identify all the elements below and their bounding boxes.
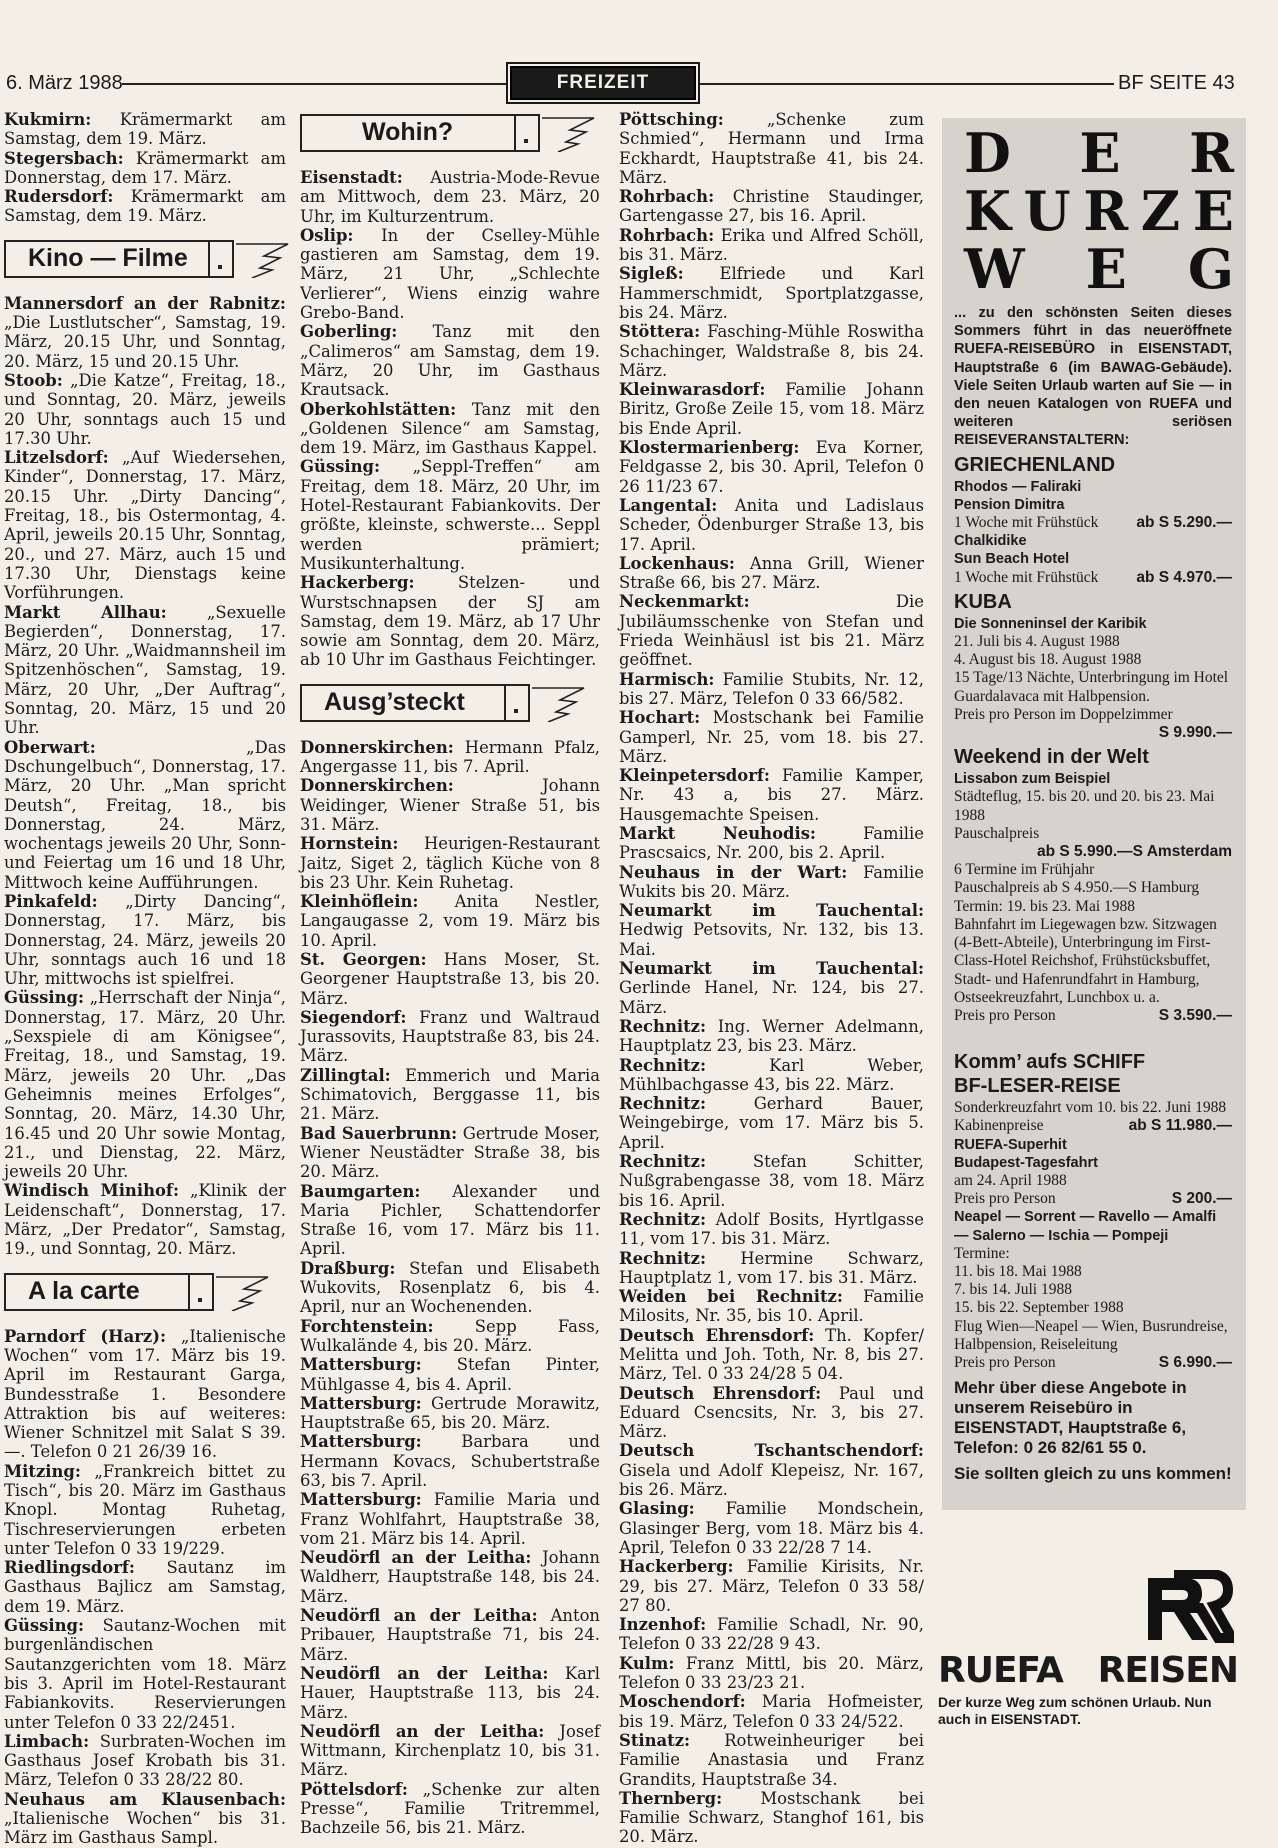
listing-text: Karl Weber, Mühlbachgasse 43, bis 22. März.	[619, 1055, 924, 1094]
listing-text: „Die Lustlutscher“, Samstag, 19. März, 20.15 Uhr, und Sonntag, 20. März, 15 und 20.15 Uhr.	[4, 313, 286, 371]
listing-entry	[619, 670, 924, 709]
listing-place: Forchtenstein:	[300, 1316, 434, 1336]
listing-place: Kulm:	[619, 1653, 675, 1673]
listing-place: Langental:	[619, 495, 718, 515]
price-row: Preis pro Person S 3.590.—	[954, 1006, 1232, 1024]
listing-entry	[300, 400, 600, 458]
listing-entry	[619, 1692, 924, 1731]
listing-entry	[619, 1326, 924, 1384]
listing-entry	[300, 1066, 600, 1124]
listing-entry	[4, 738, 286, 892]
wohin-title: Wohin?	[362, 118, 454, 147]
listing-entry	[300, 322, 600, 399]
listing-place: Neudörfl an der Leitha:	[300, 1606, 538, 1626]
listing-entry	[619, 1654, 924, 1693]
section-title: FREIZEIT	[510, 66, 696, 100]
listing-entry	[300, 168, 600, 226]
listing-place: Markt Neuhodis:	[619, 823, 816, 843]
listing-entry	[619, 824, 924, 863]
listing-place: Limbach:	[4, 1731, 90, 1751]
listing-entry	[4, 1462, 286, 1558]
listing-place: Rechnitz:	[619, 1248, 707, 1268]
listing-place: Riedlingsdorf:	[4, 1558, 135, 1578]
listing-place: Kleinwarasdorf:	[619, 380, 766, 400]
listing-place: Neudörfl an der Leitha:	[300, 1548, 532, 1568]
listing-place: Oberkohlstätten:	[300, 399, 457, 419]
listing-entry	[619, 1789, 924, 1847]
listing-text: Tanz mit den „Calimeros“ am Samstag, dem 19. März, 20 Uhr, im Gasthaus Krautsack.	[300, 322, 600, 400]
listing-entry	[4, 187, 286, 226]
listing-text: Heurigen-Restaurant Jaitz, Siget 2, täglich Küche von 8 bis 23 Uhr. Kein Ruhetag.	[300, 834, 600, 892]
kino-title: Kino — Filme	[28, 244, 188, 273]
listing-text: Elfriede und Karl Hammerschmidt, Sportplatzgasse, bis 24. März.	[619, 264, 924, 322]
listing-text: Hans Moser, St. Georgener Hauptstraße 13, bis 20. März.	[300, 949, 600, 1008]
listing-text: Austria-Mode-Revue am Mittwoch, dem 23. März, 20 Uhr, im Kulturzentrum.	[300, 168, 600, 226]
listing-place: Kleinhöflein:	[300, 892, 419, 912]
listing-place: Hackerberg:	[300, 573, 415, 593]
listing-entry	[4, 603, 286, 738]
ad-headline-line2: K U R Z E	[964, 179, 1234, 243]
listing-place: Deutsch Ehrensdorf:	[619, 1325, 815, 1345]
listing-text: Gerhard Bauer, Weingebirge, vom 17. März bis 5. April.	[619, 1094, 924, 1152]
pointer-icon	[530, 682, 590, 722]
listing-text: Emmerich und Maria Schimatovich, Berggasse 11, bis 21. März.	[300, 1065, 600, 1124]
listing-text: Hermann Pfalz, Angergasse 11, bis 7. April.	[300, 737, 600, 777]
listing-place: Markt Allhau:	[4, 602, 167, 622]
listing-text: „Die Katze“, Freitag, 18., und Sonntag, 20. März, jeweils 20 Uhr, sonntags auch 15 und 17.30 Uhr.	[4, 370, 286, 448]
ad-more-info: Mehr über diese Angebote in unserem Reisebüro in EISENSTADT, Hauptstraße 6, Telefon: 0 26 82/61 55 0.	[954, 1378, 1187, 1458]
listing-text: Erika und Alfred Schöll, bis 31. März.	[619, 225, 924, 265]
price-row: Kabinenpreise ab S 11.980.—	[954, 1117, 1232, 1135]
travel-advertisement: D E R K U R Z E W E G ... zu den schönsten Seiten dieses Sommers führt in das neueröffnete RUEFA-REISEBÜRO in EISENSTADT, Hauptstraße 6 (im BAWAG-Gebäude). Viele Seiten Urlaub warten auf Sie — in den neuen Katalogen von RUEFA und weiteren seriösen REISEVERANSTALTERN: GRIECHENLAND Rhodos — Faliraki Pension Dimitra 1 Woche mit Frühstück ab S 5.290.— Chalkidike Sun Beach Hotel 1 Woche mit Frühstück ab S 4.970.— KUBA Die Sonneninsel der Karibik 21. Juli bis 4. August 1988 4. August bis 18. August 1988 15 Tage/13 Nächte, Unterbringung im Hotel Guardalavaca mit Halbpension. Preis pro Person im Doppelzimmer S 9.990.— Weekend in der Welt Lissabon zum Beispiel Städteflug, 15. bis 20. und 20. bis 23. Mai 1988 Pauschalpreis ab S 5.990.—S Amsterdam 6 Termine im Frühjahr Pauschalpreis ab S 4.950.—S Hamburg Termin: 19. bis 23. Mai 1988 Bahnfahrt im Liegewagen bzw. Sitzwagen (4-Bett-Abteile), Unterbringung im First-Class-Hotel Reichshof, Frühstücksbuffet, Stadt- und Hafenrundfahrt in Hamburg, Ostseekreuzfahrt, Lunchbox u. a. Preis pro Person S 3.590.— Komm’ aufs SCHIFF BF-LESER-REISE Sonderkreuzfahrt vom 10. bis 22. Juni 1988 Kabinenpreise ab S 11.980.— RUEFA-Superhit Budapest-Tagesfahrt am 24. April 1988 Preis pro Person S 200.— Neapel — Sorrent — Ravello — Amalfi — Salerno — Ischia — Pompeji Termine: 11. bis 18. Mai 1988 7. bis 14. Juli 1988 15. bis 22. September 1988 Flug Wien—Neapel — Wien, Busrundreise, Halbpension, Reiseleitung Preis pro Person S 6.990.— Mehr über diese Angebote in unserem Reisebüro in EISENSTADT, Hauptstraße 6, Telefon: 0 26 82/61 55 0. Sie sollten gleich zu uns kommen!	[942, 118, 1246, 1510]
column-right	[619, 110, 924, 1847]
listing-text: Familie Wukits bis 20. März.	[619, 862, 924, 901]
price-row: Preis pro Person S 6.990.—	[954, 1353, 1232, 1371]
listing-text: Gertrude Moser, Wiener Neustädter Straße 38, bis 20. März.	[300, 1123, 600, 1182]
listing-text: Familie Milosits, Nr. 35, bis 10. April.	[619, 1287, 925, 1326]
listing-text: In der Cselley-Mühle gastieren am Samstag, dem 19. März, 21 Uhr, „Schlechte Verlierer“, Wiens einzig wahre Grebo-Band.	[300, 225, 600, 323]
listing-entry	[619, 380, 924, 438]
listing-place: Litzelsdorf:	[4, 448, 109, 468]
cuba-heading: KUBA	[954, 590, 1012, 613]
listing-place: St. Georgen:	[300, 949, 427, 969]
listing-text: Krämermarkt am Samstag, dem 19. März.	[4, 110, 286, 149]
listing-place: Güssing:	[4, 988, 85, 1008]
brand-word: REISEN	[1097, 1650, 1238, 1691]
listing-place: Zillingtal:	[300, 1065, 391, 1085]
listing-entry	[300, 1606, 600, 1664]
header-rule-left	[122, 83, 506, 85]
listing-place: Rohrbach:	[619, 225, 715, 245]
listing-entry	[619, 959, 924, 1017]
listing-place: Mannersdorf an der Rabnitz:	[4, 293, 286, 313]
listing-entry	[300, 457, 600, 573]
listing-entry	[4, 988, 286, 1181]
listing-place: Harmisch:	[619, 669, 715, 689]
listing-entry	[619, 1499, 924, 1557]
listing-text: Familie Johann Biritz, Große Zeile 15, vom 18. März bis Ende April.	[619, 380, 924, 438]
listing-text: „Frankreich bittet zu Tisch“, bis 20. März im Gasthaus Knopl. Montag Ruhetag, Tischreservierungen erbeten unter Telefon 0 33 19/229.	[4, 1461, 286, 1558]
listing-place: Weiden bei Rechnitz:	[619, 1287, 843, 1307]
listing-entry	[619, 187, 924, 226]
weekend-heading: Weekend in der Welt	[954, 746, 1149, 769]
listing-entry	[619, 1384, 924, 1442]
listing-text: Fasching-Mühle Roswitha Schachinger, Waldstraße 8, bis 24. März.	[619, 322, 924, 380]
listing-place: Rechnitz:	[619, 1055, 707, 1075]
listing-entry	[4, 1732, 286, 1790]
listing-text: Familie Mondschein, Glasinger Berg, vom 18. März bis 4. April, Telefon 0 33 22/28 7 14.	[619, 1499, 924, 1557]
ship-heading: Komm’ aufs SCHIFF	[954, 1051, 1146, 1074]
listing-text: Alexander und Maria Pichler, Schattendorfer Straße 16, vom 17. März bis 11. April.	[300, 1181, 600, 1259]
listing-entry	[619, 1017, 924, 1056]
listing-place: Güssing:	[300, 457, 381, 477]
listing-text: „Schenke zum Schmied“, Hermann und Irma Eckhardt, Hauptstraße 41, bis 24. März.	[619, 110, 924, 187]
listing-entry	[300, 1259, 600, 1317]
listing-text: Familie Schadl, Nr. 90, Telefon 0 33 22/28 9 43.	[619, 1615, 924, 1654]
listing-place: Rechnitz:	[619, 1209, 707, 1229]
listing-text: Barbara und Hermann Kovacs, Schubertstraße 63, bis 7. April.	[300, 1432, 600, 1490]
bullet-icon	[188, 1275, 212, 1309]
listing-text: Anita Nestler, Langaugasse 2, vom 19. März bis 10. April.	[300, 892, 600, 950]
listing-place: Sigleß:	[619, 264, 684, 284]
wohin-list	[300, 168, 600, 670]
listing-place: Neudörfl an der Leitha:	[300, 1721, 545, 1741]
listing-text: „Klinik der Leidenschaft“, Donnerstag, 17. März, „Der Predator“, Samstag, 19., und Sonntag, 20. März.	[4, 1181, 286, 1259]
listing-entry	[619, 438, 924, 496]
listing-place: Inzenhof:	[619, 1615, 707, 1635]
listing-entry	[619, 226, 924, 265]
listing-text: Karl Hauer, Hauptstraße 113, bis 24. März.	[300, 1663, 600, 1722]
listing-place: Güssing:	[4, 1616, 85, 1636]
page-header	[0, 58, 1278, 108]
listing-entry	[300, 1780, 600, 1838]
listing-entry	[619, 322, 924, 380]
carte-list	[4, 1327, 286, 1848]
listing-place: Rechnitz:	[619, 1094, 707, 1114]
listing-text: Familie Kirisits, Nr. 29, bis 27. März, Telefon 0 33 58/ 27 80.	[619, 1557, 924, 1615]
listing-entry	[4, 448, 286, 602]
wohin-heading	[300, 110, 600, 160]
listing-entry	[619, 1152, 924, 1210]
listing-text: „Seppl-Treffen“ am Freitag, dem 18. März, 20 Uhr, im Hotel-Restaurant Fabiankovits. Der größte, kleinste, schwerste... Seppl werden prämiert; Musikunterhaltung.	[300, 457, 600, 573]
kino-list	[4, 294, 286, 1259]
listing-place: Thernberg:	[619, 1788, 723, 1808]
listing-entry	[619, 1094, 924, 1152]
listing-text: Adolf Bosits, Hyrtlgasse 11, vom 17. bis 31. März.	[619, 1209, 924, 1249]
listing-entry	[619, 496, 924, 554]
listing-entry	[300, 1490, 600, 1548]
listing-text: Sepp Fass, Wulkalände 4, bis 20. März.	[300, 1316, 600, 1355]
listing-text: Christine Staudinger, Gartengasse 27, bis 16. April.	[619, 187, 924, 226]
listing-entry	[300, 738, 600, 777]
listing-entry	[300, 776, 600, 834]
listing-place: Rohrbach:	[619, 187, 715, 207]
listing-place: Eisenstadt:	[300, 168, 403, 187]
brand-name	[938, 1650, 1238, 1691]
listing-text: Johann Waldherr, Hauptstraße 148, bis 24. März.	[300, 1548, 600, 1606]
listing-entry	[619, 1249, 924, 1288]
listing-place: Neckenmarkt:	[619, 592, 750, 612]
listing-text: Franz und Waltraud Jurassovits, Hauptstraße 83, bis 24. März.	[300, 1007, 600, 1066]
listing-entry	[619, 1441, 924, 1499]
listing-text: Krämermarkt am Samstag, dem 19. März.	[4, 187, 286, 226]
listing-place: Rudersdorf:	[4, 187, 114, 207]
listing-place: Neuhaus in der Wart:	[619, 862, 848, 882]
bullet-icon	[208, 242, 232, 276]
ruefa-logo	[938, 1570, 1238, 1742]
price-row: 1 Woche mit Frühstück ab S 5.290.—	[954, 514, 1232, 532]
listing-entry	[4, 149, 286, 188]
pointer-icon	[214, 1271, 274, 1311]
listing-entry	[619, 592, 924, 669]
listing-place: Baumgarten:	[300, 1181, 421, 1201]
bullet-icon	[514, 116, 538, 150]
listing-text: „Schenke zur alten Presse“, Familie Tritremmel, Bachzeile 56, bis 21. März.	[300, 1779, 600, 1838]
listing-entry	[300, 1432, 600, 1490]
listing-entry	[300, 950, 600, 1008]
listing-text: Familie Maria und Franz Wohlfahrt, Hauptstraße 38, vom 21. März bis 14. April.	[300, 1490, 600, 1548]
listing-text: „Italienische Wochen“ vom 17. März bis 19. April im Restaurant Garga, Bundesstraße 1. Besondere Attraktion bis auf weiteres: Wiener Schnitzel mit Salat S 39.—. Telefon 0 21 26/39 16.	[4, 1326, 286, 1462]
listing-place: Oslip:	[300, 225, 354, 245]
pointer-icon	[234, 238, 294, 278]
listing-text: Tanz mit den „Goldenen Silence“ am Samstag, dem 19. März, im Gasthaus Kappel.	[300, 399, 600, 458]
listing-entry	[4, 110, 286, 149]
listing-place: Siegendorf:	[300, 1007, 407, 1027]
listing-place: Mattersburg:	[300, 1490, 422, 1510]
listing-text: Josef Wittmann, Kirchenplatz 10, bis 31. März.	[300, 1721, 600, 1780]
listing-place: Kleinpetersdorf:	[619, 766, 770, 786]
listing-place: Stinatz:	[619, 1730, 691, 1750]
listing-place: Hornstein:	[300, 834, 399, 854]
listing-text: Stelzen- und Wurstschnapsen der SJ am Samstag, dem 19. März, ab 17 Uhr sowie am Sonntag, dem 20. März, ab 10 Uhr im Gasthaus Feichtinger.	[300, 573, 600, 670]
listing-text: Hermine Schwarz, Hauptplatz 1, vom 17. bis 31. März.	[619, 1248, 924, 1287]
listing-text: Gisela und Adolf Klepeisz, Nr. 167, bis 26. März.	[619, 1460, 924, 1500]
header-rule-right	[700, 83, 1114, 85]
listing-place: Stegersbach:	[4, 148, 124, 168]
listing-place: Klostermarienberg:	[619, 438, 800, 458]
listing-entry	[619, 766, 924, 824]
listing-entry	[619, 554, 924, 593]
listing-entry	[619, 1615, 924, 1654]
listing-entry	[4, 294, 286, 371]
listing-entry	[4, 1790, 286, 1848]
listing-place: Moschendorf:	[619, 1692, 746, 1712]
listing-place: Mattersburg:	[300, 1393, 422, 1413]
price-row: 1 Woche mit Frühstück ab S 4.970.—	[954, 568, 1232, 586]
listing-text: Stefan Pinter, Mühlgasse 4, bis 4. April.	[300, 1355, 600, 1394]
listing-text: Gertrude Morawitz, Hauptstraße 65, bis 20. März.	[300, 1393, 600, 1433]
listing-entry	[300, 1394, 600, 1433]
listing-text: Maria Hofmeister, bis 19. März, Telefon 0 33 24/522.	[619, 1692, 924, 1731]
listing-entry	[300, 1124, 600, 1182]
listing-entry	[619, 1557, 924, 1615]
listing-entry	[300, 1355, 600, 1394]
listing-place: Pöttelsdorf:	[300, 1779, 408, 1799]
listing-text: Hedwig Petsovits, Nr. 132, bis 13. Mai.	[619, 920, 924, 959]
listing-entry	[300, 1722, 600, 1780]
listing-place: Pinkafeld:	[4, 891, 98, 911]
listing-place: Goberling:	[300, 322, 398, 342]
listing-text: Th. Kopfer/ Melitta und Joh. Toth, Nr. 8, bis 27. März, Tel. 0 33 24/28 5 04.	[619, 1325, 924, 1384]
listing-text: Stefan Schitter, Nußgrabengasse 38, vom 18. März bis 16. April.	[619, 1152, 924, 1210]
listing-entry	[300, 1317, 600, 1356]
intro-list	[4, 110, 286, 226]
listing-entry	[4, 1558, 286, 1616]
listing-entry	[619, 110, 924, 187]
listing-entry	[300, 834, 600, 892]
listing-text: Sautanz-Wochen mit burgenländischen Sautanzgerichten vom 18. März bis 3. April im Hotel-Restaurant Fabiankovits. Reservierungen unter Telefon 0 33 22/2451.	[4, 1616, 286, 1732]
ad-headline-line3: W E G	[964, 237, 1234, 301]
listing-place: Donnerskirchen:	[300, 737, 454, 757]
listing-text: Anton Pribauer, Hauptstraße 71, bis 24. März.	[300, 1606, 600, 1664]
listing-text: Surbraten-Wochen im Gasthaus Josef Krobath bis 31. März, Telefon 0 33 28/22 80.	[4, 1731, 286, 1790]
listing-text: „Auf Wiedersehen, Kinder“, Donnerstag, 17. März, 20.15 Uhr. „Dirty Dancing“, Freitag, 18., bis Ostermontag, 4. April, jeweils 20.15 Uhr, Sonntag, 20., und 27. März, auch 15 und 17.30 Uhr, Dienstags keine Vorführungen.	[4, 448, 286, 603]
listing-entry	[300, 1548, 600, 1606]
greece-heading: GRIECHENLAND	[954, 453, 1116, 476]
ad-intro: ... zu den schönsten Seiten dieses Sommers führt in das neueröffnete RUEFA-REISEBÜRO in EISENSTADT, Hauptstraße 6 (im BAWAG-Gebäude). Viele Seiten Urlaub warten auf Sie — in den neuen Katalogen von RUEFA und weiteren seriösen REISEVERANSTALTERN:	[954, 305, 1232, 449]
listing-text: Mostschank bei Familie Schwarz, Stanghof 161, bis 20. März.	[619, 1788, 924, 1847]
listing-place: Neuhaus am Klausenbach:	[4, 1789, 286, 1809]
listing-text: Familie Stubits, Nr. 12, bis 27. März, Telefon 0 33 66/582.	[619, 669, 924, 708]
listing-place: Deutsch Tschantschendorf:	[619, 1441, 924, 1461]
listing-text: „Italienische Wochen“ bis 31. März im Gasthaus Sampl.	[4, 1809, 286, 1848]
ausgsteckt-list-continued	[619, 110, 924, 1847]
listing-place: Bad Sauerbrunn:	[300, 1123, 458, 1143]
brand-word: RUEFA	[938, 1650, 1063, 1691]
listing-place: Neumarkt im Tauchental:	[619, 959, 924, 979]
listing-text: Gerlinde Hanel, Nr. 124, bis 27. März.	[619, 978, 924, 1017]
listing-place: Pöttsching:	[619, 110, 724, 129]
ausgsteckt-title: Ausg’steckt	[324, 688, 465, 717]
listing-entry	[300, 892, 600, 950]
listing-place: Oberwart:	[4, 737, 96, 757]
listing-text: Anna Grill, Wiener Straße 66, bis 27. März.	[619, 553, 924, 593]
listing-text: Anita und Ladislaus Scheder, Ödenburger Straße 13, bis 17. April.	[619, 495, 924, 554]
listing-place: Donnerskirchen:	[300, 776, 454, 796]
listing-place: Windisch Minihof:	[4, 1181, 180, 1201]
brand-tagline: Der kurze Weg zum schönen Urlaub. Nun auch in EISENSTADT.	[938, 1694, 1212, 1727]
listing-entry	[619, 863, 924, 902]
listing-entry	[619, 1210, 924, 1249]
listing-entry	[4, 1181, 286, 1258]
ausgsteckt-list	[300, 738, 600, 1838]
listing-entry	[4, 1327, 286, 1462]
listing-place: Glasing:	[619, 1499, 695, 1519]
ruefa-rr-logo-icon	[1144, 1570, 1234, 1646]
listing-entry	[619, 264, 924, 322]
listing-place: Deutsch Ehrensdorf:	[619, 1383, 822, 1403]
listing-text: „Das Dschungelbuch“, Donnerstag, 17. März, 20 Uhr. „Man spricht Deutsh“, Freitag, 18., bis Donnerstag, 24. März, wochentags jeweils 20 Uhr, Sonn- und Feiertag um 16 und 18 Uhr, Mittwoch keine Aufführungen.	[4, 737, 286, 892]
listing-text: „Dirty Dancing“, Donnerstag, 17. März, bis Donnerstag, 24. März, jeweils 20 Uhr, sonntags auch 16 und 18 Uhr, mittwochs ist spielfrei.	[4, 891, 286, 989]
listing-place: Hackerberg:	[619, 1557, 734, 1577]
listing-entry	[619, 708, 924, 766]
listing-place: Mitzing:	[4, 1461, 81, 1481]
listing-place: Mattersburg:	[300, 1432, 422, 1452]
listing-place: Lockenhaus:	[619, 553, 735, 573]
listing-place: Rechnitz:	[619, 1152, 707, 1172]
listing-text: Eva Korner, Feldgasse 2, bis 30. April, Telefon 0 26 11/23 67.	[619, 438, 924, 496]
pointer-icon	[540, 112, 600, 152]
listing-place: Stoob:	[4, 370, 63, 390]
listing-text: Ing. Werner Adelmann, Hauptplatz 23, bis 23. März.	[619, 1016, 924, 1056]
issue-date: 6. März 1988	[6, 72, 123, 94]
listing-place: Stöttera:	[619, 322, 701, 342]
listing-place: Parndorf (Harz):	[4, 1326, 167, 1346]
listing-entry	[619, 1056, 924, 1095]
listing-text: Sautanz im Gasthaus Bajlicz am Samstag, dem 19. März.	[4, 1558, 286, 1616]
listing-text: Franz Mittl, bis 20. März, Telefon 0 33 23/23 21.	[619, 1653, 924, 1693]
listing-text: Familie Prascsaics, Nr. 200, bis 2. April.	[619, 823, 924, 863]
listing-text: Johann Weidinger, Wiener Straße 51, bis 31. März.	[300, 776, 600, 834]
ad-call-to-action: Sie sollten gleich zu uns kommen!	[954, 1464, 1232, 1484]
listing-place: Neumarkt im Tauchental:	[619, 901, 924, 921]
listing-text: Krämermarkt am Donnerstag, dem 17. März.	[4, 148, 286, 187]
listing-entry	[619, 1731, 924, 1789]
column-left	[4, 110, 286, 1848]
listing-place: Mattersburg:	[300, 1355, 422, 1375]
listing-text: „Herrschaft der Ninja“, Donnerstag, 17. März, 20 Uhr. „Sexspiele di am Königsee“, Freitag, 18., und Samstag, 19. März, jeweils 20 Uhr. „Das Geheimnis meines Erfolges“, Sonntag, 20. März, 14.30 Uhr, 16.45 und 20 Uhr sowie Montag, 21., und Dienstag, 22. März, jeweils 20 Uhr.	[4, 988, 286, 1182]
listing-place: Neudörfl an der Leitha:	[300, 1663, 549, 1683]
listing-text: Die Jubiläumsschenke von Stefan und Frieda Weinhäusl ist bis 21. März geöffnet.	[619, 592, 924, 670]
ausgsteckt-heading	[300, 680, 600, 730]
ad-headline-line1: D E R	[964, 121, 1234, 185]
listing-entry	[4, 371, 286, 448]
carte-title: A la carte	[28, 1276, 140, 1305]
listing-place: Hochart:	[619, 708, 701, 728]
reader-trip-heading: BF-LESER-REISE	[954, 1075, 1121, 1098]
listing-place: Rechnitz:	[619, 1016, 707, 1036]
listing-entry	[300, 573, 600, 669]
price-row: Preis pro Person S 200.—	[954, 1190, 1232, 1208]
listing-text: Rotweinheuriger bei Familie Anastasia und Franz Grandits, Hauptstraße 34.	[619, 1730, 924, 1789]
listing-entry	[300, 1664, 600, 1722]
listing-text: Mostschank bei Familie Gamperl, Nr. 25, vom 18. bis 27. März.	[619, 708, 924, 766]
listing-text: Paul und Eduard Csencsits, Nr. 3, bis 27. März.	[619, 1383, 925, 1442]
bullet-icon	[504, 686, 528, 720]
listing-entry	[300, 226, 600, 322]
page-number: BF SEITE 43	[1118, 72, 1235, 94]
listing-entry	[4, 1616, 286, 1732]
listing-text: Stefan und Elisabeth Wukovits, Rosenplatz 6, bis 4. April, nur an Wochenenden.	[300, 1258, 600, 1317]
kino-heading	[4, 236, 286, 286]
listing-text: Familie Kamper, Nr. 43 a, bis 27. März. Hausgemachte Speisen.	[619, 766, 924, 824]
listing-place: Kukmirn:	[4, 110, 92, 129]
listing-place: Draßburg:	[300, 1258, 396, 1278]
listing-text: „Sexuelle Begierden“, Donnerstag, 17. März, 20 Uhr. „Waidmannsheil im Spitzenhöschen“, Samstag, 19. März, 20 Uhr, „Der Auftrag“, Sonntag, 20. März, 15 und 20 Uhr.	[4, 602, 286, 738]
listing-entry	[300, 1182, 600, 1259]
carte-heading	[4, 1269, 286, 1319]
listing-entry	[300, 1008, 600, 1066]
column-middle	[300, 110, 600, 1838]
listing-entry	[619, 1287, 924, 1326]
listing-entry	[4, 892, 286, 988]
listing-entry	[619, 901, 924, 959]
